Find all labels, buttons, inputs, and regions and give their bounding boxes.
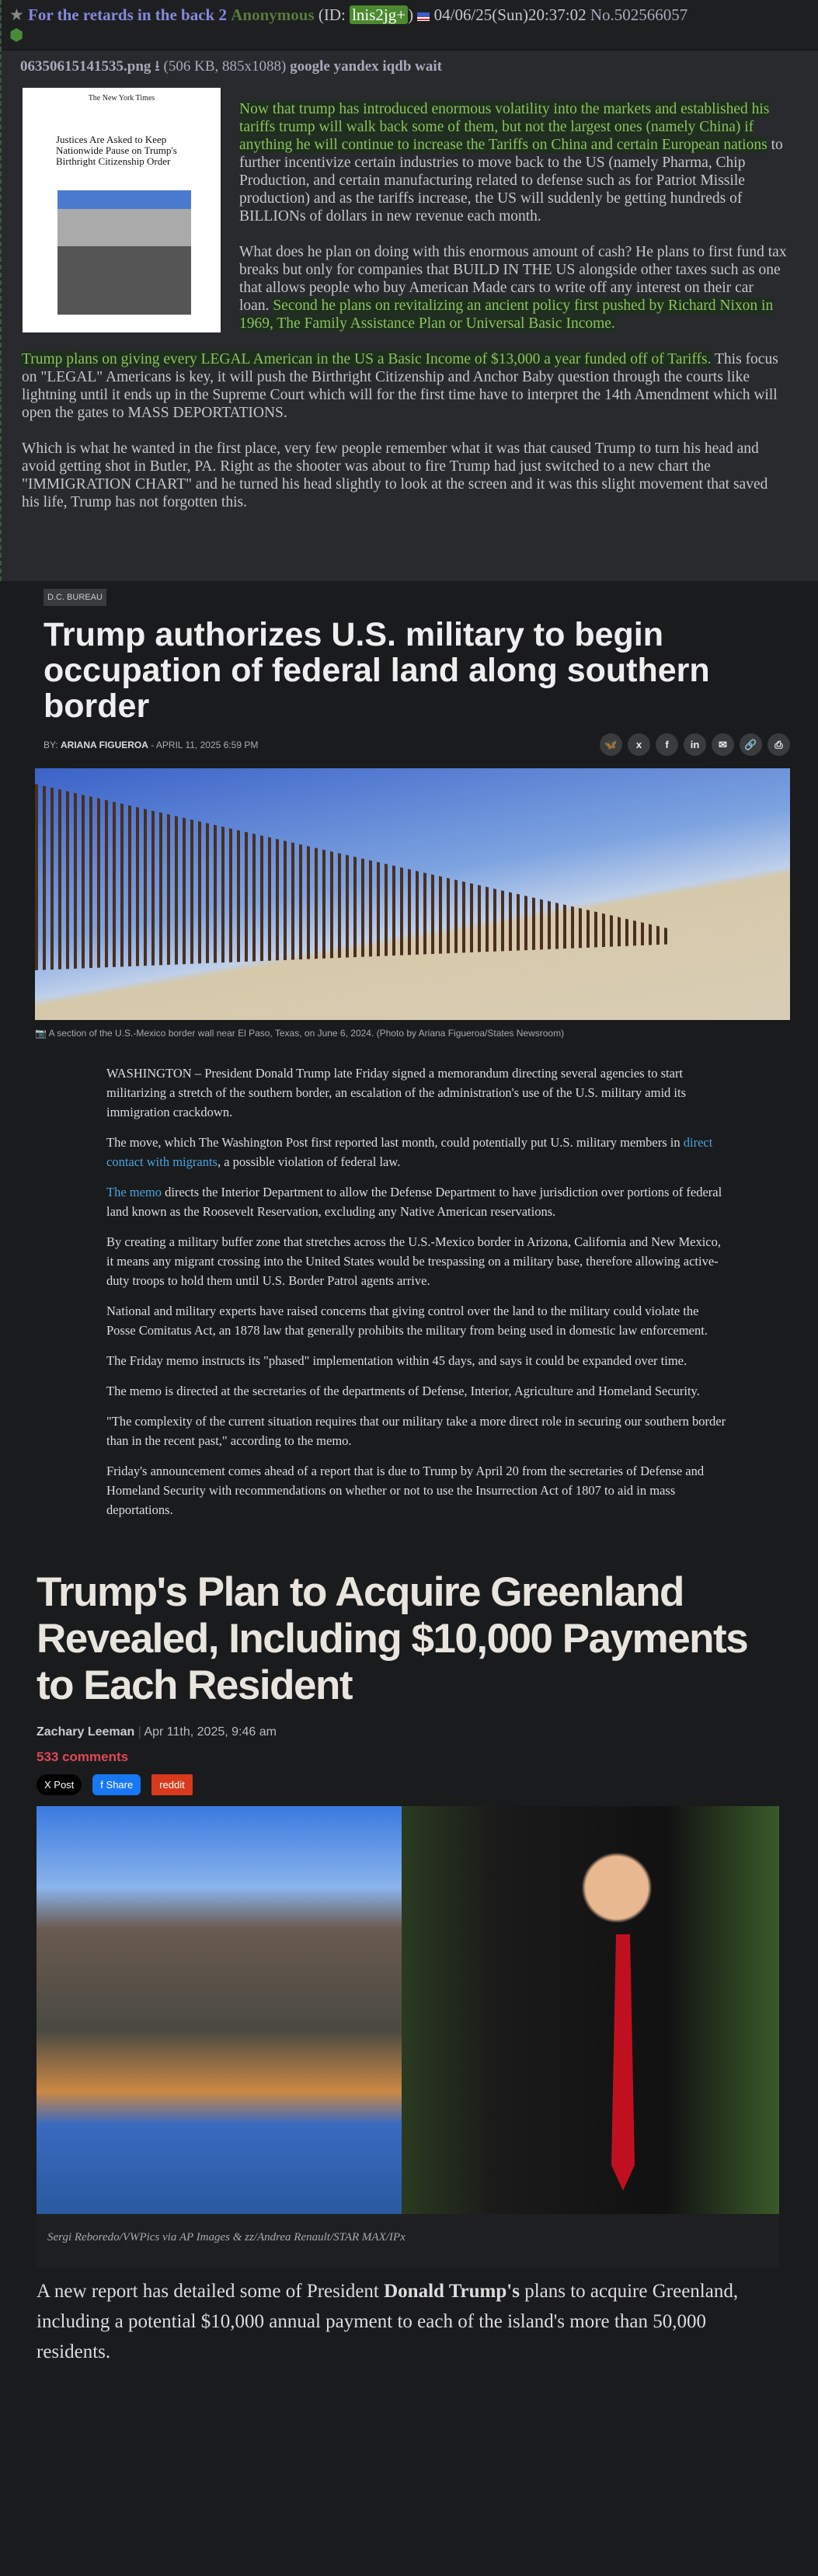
camera-icon: 📷 xyxy=(35,1028,47,1039)
memo-link[interactable]: The memo xyxy=(106,1185,162,1199)
us-flag-icon xyxy=(417,12,430,21)
google-link[interactable]: google xyxy=(290,58,330,75)
facebook-icon[interactable]: f xyxy=(656,733,678,756)
author-link[interactable]: ARIANA FIGUEROA xyxy=(61,739,148,750)
border-wall-photo xyxy=(35,768,790,1020)
thumb-masthead: The New York Times xyxy=(88,94,155,103)
article-date: Apr 11th, 2025, 9:46 am xyxy=(144,1725,277,1739)
shield-icon: ⬢ xyxy=(9,26,24,44)
linkedin-icon[interactable]: in xyxy=(684,733,706,756)
print-icon[interactable]: ⎙ xyxy=(768,733,790,756)
greenland-photo xyxy=(37,1806,402,2214)
comments-link[interactable]: 533 comments xyxy=(37,1749,129,1764)
post-header xyxy=(2,0,818,50)
file-info xyxy=(2,50,818,85)
lead-text: plans to acquire Greenland, including a potential $10,000 annual payment to each of the island's more than 50,000 residents. xyxy=(37,2281,739,2362)
paragraph: The Friday memo instructs its "phased" implementation within 45 days, and says it could be expanded over time. xyxy=(106,1353,687,1368)
trump-photo xyxy=(402,1806,779,2214)
poster-id[interactable]: lnis2jg+ xyxy=(350,5,408,24)
trump-link[interactable]: Donald Trump's xyxy=(384,2281,520,2302)
greentext: Now that trump has introduced enormous volatility into the markets and established his tariffs trump will walk back some of them, but not the largest ones (namely China) if anything he will continue to increase the Tariffs on China and certain European nations xyxy=(239,101,770,153)
post-thumbnail[interactable] xyxy=(23,88,221,332)
bluesky-icon[interactable]: 🦋 xyxy=(600,733,622,756)
forum-post xyxy=(0,0,818,581)
yandex-link[interactable]: yandex xyxy=(333,58,379,75)
article-border xyxy=(0,581,818,1554)
share-bar xyxy=(600,733,790,756)
post-text: to further incentivize certain industries to move back to the US (namely Pharma, Chip Production, and certain manufacturing related to defense such as for Patriot Missile production) and as the tariffs increase, the US will suddenly be getting hundreds of BILLIONs of dollars in new revenue each month. xyxy=(239,137,783,225)
iqdb-link[interactable]: iqdb xyxy=(382,58,412,75)
by-label: BY: xyxy=(44,739,61,750)
post-text: Which is what he wanted in the first place, very few people remember what it was that caused Trump to turn his head and avoid getting shot in Butler, PA. Right as the shooter was about to fire Trump had just switched to a new chart the "IMMIGRATION CHART" and he turned his head slightly to look at the screen and it was this slight movement that saved his life, Trump has not forgotten this. xyxy=(22,440,768,510)
article-title: Trump's Plan to Acquire Greenland Revealed, Including $10,000 Payments to Each Resident xyxy=(37,1569,748,1708)
file-meta: (506 KB, 885x1088) xyxy=(163,58,287,75)
migrants-link[interactable]: direct contact with migrants xyxy=(106,1135,713,1169)
lead-text: A new report has detailed some of President xyxy=(37,2281,385,2302)
post-text: What does he plan on doing with this enormous amount of cash? He plans to first fund tax breaks but only for companies that BUILD IN THE US alongside other taxes such as one that allows people who buy American Made cars to write off any interest on their car loan. xyxy=(239,244,787,314)
file-name[interactable]: 06350615141535.png xyxy=(20,58,151,75)
id-close: ) xyxy=(408,5,414,24)
poster-name: Anonymous xyxy=(231,5,315,24)
byline: Zachary Leeman | Apr 11th, 2025, 9:46 am xyxy=(37,1725,277,1739)
thumb-headline: Justices Are Asked to Keep Nationwide Pause on Trump's Birthright Citizenship Order xyxy=(56,134,177,167)
post-text: This focus on "LEGAL" Americans is key, it will push the Birthright Citizenship and Anchor Baby question through the courts like lightning until it ends up in the Supreme Court which will for the first time have to interpret the 14th Amendment which will open the gates to MASS DEPORTATIONS. xyxy=(22,351,778,421)
star-icon[interactable]: ★ xyxy=(9,5,24,24)
caption-text: A section of the U.S.-Mexico border wall near El Paso, Texas, on June 6, 2024. (Photo by Ariana Figueroa/States Newsroom) xyxy=(48,1028,565,1039)
wait-link[interactable]: wait xyxy=(415,58,442,75)
email-icon[interactable]: ✉ xyxy=(712,733,734,756)
post-number[interactable]: No.502566057 xyxy=(590,5,688,24)
post-datetime: 04/06/25(Sun)20:37:02 xyxy=(433,5,587,24)
greentext: Trump plans on giving every LEGAL American in the US a Basic Income of $13,000 a year funded off of Tariffs. xyxy=(22,351,712,367)
x-post-button[interactable]: X Post xyxy=(37,1774,82,1795)
paragraph-text: , a possible violation of federal law. xyxy=(217,1154,401,1169)
article-date: - APRIL 11, 2025 6:59 PM xyxy=(148,739,259,750)
link-icon[interactable]: 🔗 xyxy=(740,733,762,756)
photo-caption xyxy=(35,1028,790,1039)
paragraph: National and military experts have raised concerns that giving control over the land to the military could violate the Posse Comitatus Act, an 1878 law that generally prohibits the military from being used in domestic law enforcement. xyxy=(106,1304,708,1338)
article-greenland xyxy=(0,1554,818,2398)
post-body xyxy=(2,85,818,529)
reddit-button[interactable]: reddit xyxy=(151,1774,193,1795)
post-subject: For the retards in the back 2 xyxy=(28,5,227,24)
id-label: (ID: xyxy=(318,5,350,24)
article-title: Trump authorizes U.S. military to begin occupation of federal land along southern border xyxy=(44,616,710,725)
lead-paragraph xyxy=(37,2276,782,2367)
paragraph: "The complexity of the current situation requires that our military take a more direct role in securing our southern border than in the recent past," according to the memo. xyxy=(106,1414,726,1448)
paragraph: The memo is directed at the secretaries of the departments of Defense, Interior, Agriculture and Homeland Security. xyxy=(106,1384,700,1398)
author-link[interactable]: Zachary Leeman xyxy=(37,1725,135,1739)
paragraph: WASHINGTON – President Donald Trump late Friday signed a memorandum directing several agencies to start militarizing a stretch of the southern border, an escalation of the administration's use of the U.S. military amid its immigration crackdown. xyxy=(106,1066,687,1119)
facebook-share-button[interactable]: f Share xyxy=(92,1774,141,1795)
byline xyxy=(44,740,258,750)
greentext: Second he plans on revitalizing an ancient policy first pushed by Richard Nixon in 1969, The Family Assistance Plan or Universal Basic Income. xyxy=(239,298,774,332)
x-icon[interactable]: x xyxy=(628,733,650,756)
paragraph-text: directs the Interior Department to allow the Defense Department to have jurisdiction over portions of federal land known as the Roosevelt Reservation, excluding any Native American reservations. xyxy=(106,1185,722,1219)
share-buttons xyxy=(37,1774,782,1795)
section-badge[interactable]: D.C. BUREAU xyxy=(44,589,106,606)
photo-caption: Sergi Reboredo/VWPics via AP Images & zz/Andrea Renault/STAR MAX/IPx xyxy=(37,2214,779,2268)
download-icon[interactable]: ⭳ xyxy=(155,58,160,75)
paragraph: Friday's announcement comes ahead of a report that is due to Trump by April 20 from the secretaries of Defense and Homeland Security with recommendations on whether or not to use the Insurrection Act of 1807 to aid in mass deportations. xyxy=(106,1464,705,1517)
paragraph: By creating a military buffer zone that stretches across the U.S.-Mexico border in Arizona, California and New Mexico, it means any migrant crossing into the United States would be trespassing on a military base, therefore allowing active-duty troops to hold them until U.S. Border Patrol agents arrive. xyxy=(106,1234,721,1288)
paragraph-text: The move, which The Washington Post first reported last month, could potentially put U.S. military members in xyxy=(106,1135,684,1150)
article-body xyxy=(106,1063,728,1519)
supreme-court-image xyxy=(57,190,191,315)
